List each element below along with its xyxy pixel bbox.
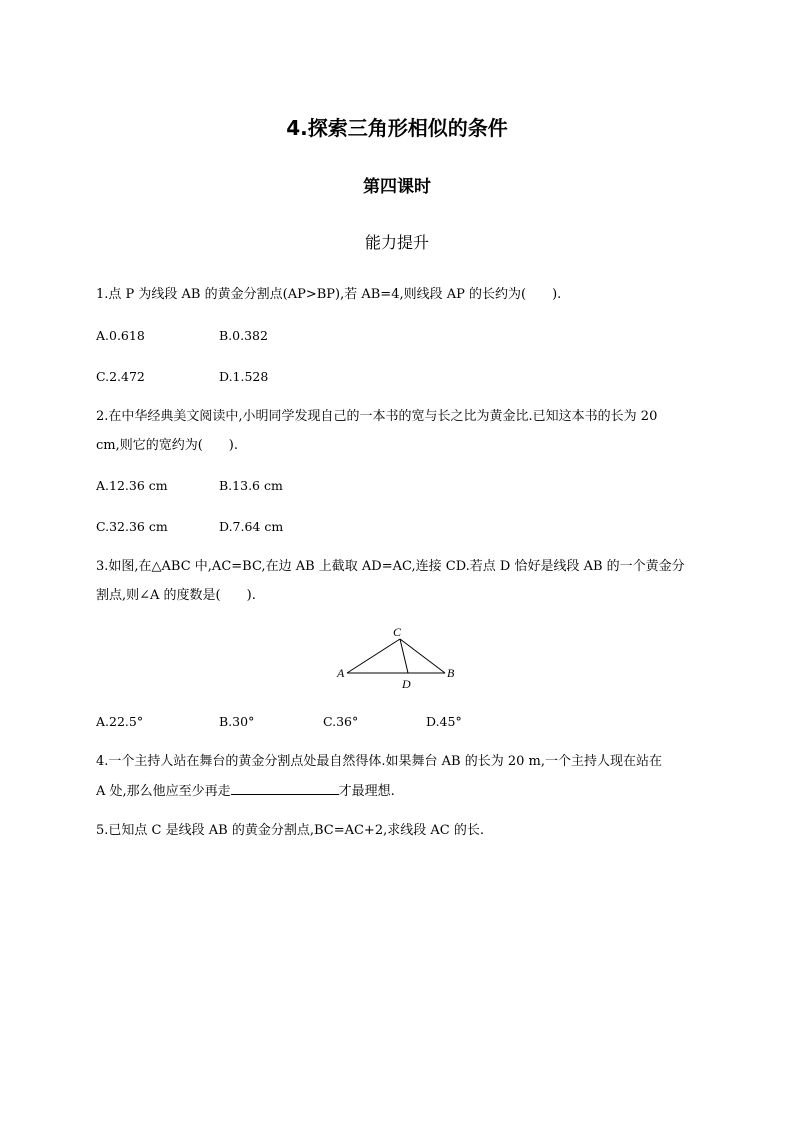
question-3-line-1: 3.如图,在△ABC 中,AC=BC,在边 AB 上截取 AD=AC,连接 CD.若点 D 恰好是线段 AB 的一个黄金分 — [96, 559, 685, 574]
question-3-line-2: 割点,则∠A 的度数是( ). — [96, 588, 256, 603]
question-3-option-d: D.45° — [426, 714, 462, 729]
vertex-label-c: C — [393, 625, 402, 639]
question-1-text: 1.点 P 为线段 AB 的黄金分割点(AP>BP),若 AB=4,则线段 AP 的长约为( ). — [96, 287, 562, 302]
question-2-line-1: 2.在中华经典美文阅读中,小明同学发现自己的一本书的宽与长之比为黄金比.已知这本书的长为 20 — [96, 409, 658, 424]
question-3-option-a: A.22.5° — [96, 714, 144, 729]
vertex-label-d: D — [402, 677, 411, 691]
vertex-label-b: B — [447, 666, 455, 680]
question-4-text-before: A 处,那么他应至少再走 — [96, 784, 231, 799]
question-2-option-c: C.32.36 cm — [96, 519, 168, 534]
segment-ac — [347, 639, 400, 673]
question-2-option-a: A.12.36 cm — [96, 478, 168, 493]
question-1-option-c: C.2.472 — [96, 369, 145, 384]
question-1-option-b: B.0.382 — [219, 328, 268, 343]
question-2-line-2: cm,则它的宽约为( ). — [96, 438, 239, 453]
question-3-option-b: B.30° — [219, 714, 255, 729]
question-4-line-1: 4.一个主持人站在舞台的黄金分割点处最自然得体.如果舞台 AB 的长为 20 m,一个主持人现在站在 — [96, 754, 663, 769]
question-1-option-d: D.1.528 — [219, 369, 269, 384]
answer-blank[interactable] — [231, 782, 339, 795]
question-2-option-b: B.13.6 cm — [219, 478, 283, 493]
question-1-option-a: A.0.618 — [96, 328, 145, 343]
vertex-label-a: A — [337, 666, 345, 680]
question-3-option-c: C.36° — [323, 714, 359, 729]
question-2-option-d: D.7.64 cm — [219, 519, 284, 534]
question-4-line-2 — [96, 782, 395, 801]
lesson-subtitle: 第四课时 — [363, 177, 431, 197]
page-title: 4.探索三角形相似的条件 — [286, 116, 508, 140]
triangle-diagram — [333, 622, 463, 694]
question-5-text: 5.已知点 C 是线段 AB 的黄金分割点,BC=AC+2,求线段 AC 的长. — [96, 823, 484, 838]
question-4-text-after: 才最理想. — [338, 784, 395, 799]
section-heading: 能力提升 — [364, 233, 429, 252]
